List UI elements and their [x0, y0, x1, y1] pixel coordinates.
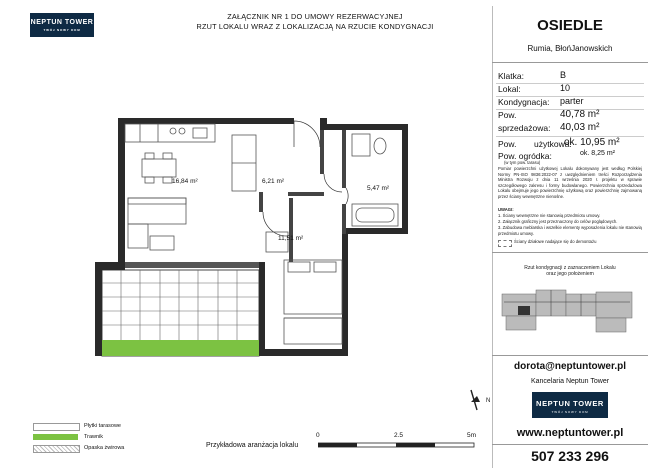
legend-swatch-gravel [33, 445, 80, 453]
hall-wardrobe [232, 135, 256, 191]
room-area-hall: 6,21 m² [262, 178, 285, 185]
arrangement-caption: Przykładowa aranżacja lokalu [206, 442, 299, 449]
ogrodka-label: Pow. ogródka: [498, 151, 552, 161]
lokal-value: 10 [560, 83, 571, 93]
uwaga-3: 3. Zabudowa meblarska i wszelkie elementy wyposażenia lokalu nie stanowią przedmiotu umowy. [498, 225, 642, 236]
footer-logo-subtext: TWÓJ NOWY DOM [551, 410, 589, 414]
uzytkowa-value: ok. 10,95 m² [564, 137, 620, 148]
legend-label-tiles: Płytki tarasowe [84, 423, 121, 429]
legend-label-lawn: Trawnik [84, 434, 104, 440]
unit-highlight [518, 306, 530, 315]
divider [492, 444, 648, 445]
project-location: Rumia, BłońJanowskich [527, 44, 613, 53]
dining-table [142, 153, 176, 183]
ogrodka-value: ok. 8,25 m² [580, 150, 616, 157]
compass-north-label: N [486, 398, 491, 404]
lawn-strip [97, 340, 259, 356]
klatka-label: Klatka: [498, 71, 524, 81]
sciany-note: Ściany działowe nadające się do demontażu [514, 239, 597, 244]
uzytkowa-label: użytkowa: [534, 139, 572, 149]
location-caption-2: oraz jego położeniem [546, 271, 594, 277]
project-title: OSIEDLE [537, 17, 603, 34]
uwaga-1: 1. Ściany wewnętrzne nie stanowią przedmiotu umowy. [498, 213, 601, 218]
pow-value: 40,78 m² [560, 109, 600, 120]
key-plan-map [496, 282, 646, 342]
sprzedazowa-label: sprzedażowa: [498, 123, 551, 133]
header-line-2: RZUT LOKALU WRAZ Z LOKALIZACJĄ NA RZUCIE KONDYGNACJI [196, 22, 434, 31]
bed [284, 260, 342, 344]
divider [492, 355, 648, 356]
area-note: (w tym pow. tarasu) [504, 160, 541, 165]
room-area-bathroom: 5,47 m² [367, 185, 390, 192]
demontage-swatch [498, 240, 512, 247]
scale-label-0: 0 [316, 432, 320, 439]
divider [492, 252, 648, 253]
uwaga-2: 2. Załącznik graficzny jest przeznaczony do celów poglądowych. [498, 219, 618, 224]
legend-swatch-lawn [33, 434, 78, 440]
uwagi-title: UWAGI: [498, 207, 514, 212]
header-line-1: ZAŁĄCZNIK NR 1 DO UMOWY REZERWACYJNEJ [227, 12, 403, 21]
logo-text: NEPTUN TOWER [30, 19, 94, 26]
kondygnacja-label: Kondygnacja: [498, 97, 550, 107]
scale-label-end: 5m [467, 432, 477, 439]
sprzedazowa-value: 40,03 m² [560, 122, 600, 133]
neptun-tower-logo-footer [532, 392, 608, 418]
lokal-label: Lokal: [498, 84, 521, 94]
logo-subtext: TWÓJ NOWY DOM [43, 28, 81, 32]
legend-swatch-tiles [33, 423, 80, 431]
room-area-bedroom: 11,51 m² [278, 235, 304, 242]
legend-label-gravel: Opaska żwirowa [84, 445, 125, 451]
scale-bar [318, 442, 478, 450]
contact-email[interactable]: dorota@neptuntower.pl [514, 361, 626, 372]
room-area-living: 16,84 m² [172, 178, 198, 185]
website-link[interactable]: www.neptuntower.pl [516, 427, 624, 439]
bathroom-fixtures [352, 134, 398, 226]
footer-logo-text: NEPTUN TOWER [536, 399, 604, 408]
sofa [128, 198, 186, 250]
measurement-note: Pomiar powierzchni użytkowej Lokalu dokonywany jest według Polskiej Normy PN-ISO 9836:2022-07 z uwzględnieniem treści Rozporządzenia Ministra Rozwoju z dnia 11 września 2020 r. projektu w sprawie szczegółowego zakresu i formy budowlanego. Powierzchnia sprzedażowa Lokalu obejmuje jego powierzchnię użytkową oraz powierzchnię zajmowaną przez ściany wewnętrzne nienośne. [498, 166, 642, 199]
office-name: Kancelaria Neptun Tower [530, 378, 610, 385]
kitchen [125, 124, 215, 142]
pow-label: Pow. [498, 110, 517, 120]
partitions [259, 130, 346, 262]
klatka-value: B [560, 70, 567, 80]
kondygnacja-value: parter [560, 96, 584, 106]
divider [492, 62, 648, 63]
pow2-label: Pow. [498, 139, 517, 149]
scale-label-mid: 2.5 [394, 432, 404, 439]
location-caption-1: Rzut kondygnacji z zaznaczeniem Lokalu [524, 265, 616, 271]
phone-number[interactable]: 507 233 296 [531, 448, 609, 464]
